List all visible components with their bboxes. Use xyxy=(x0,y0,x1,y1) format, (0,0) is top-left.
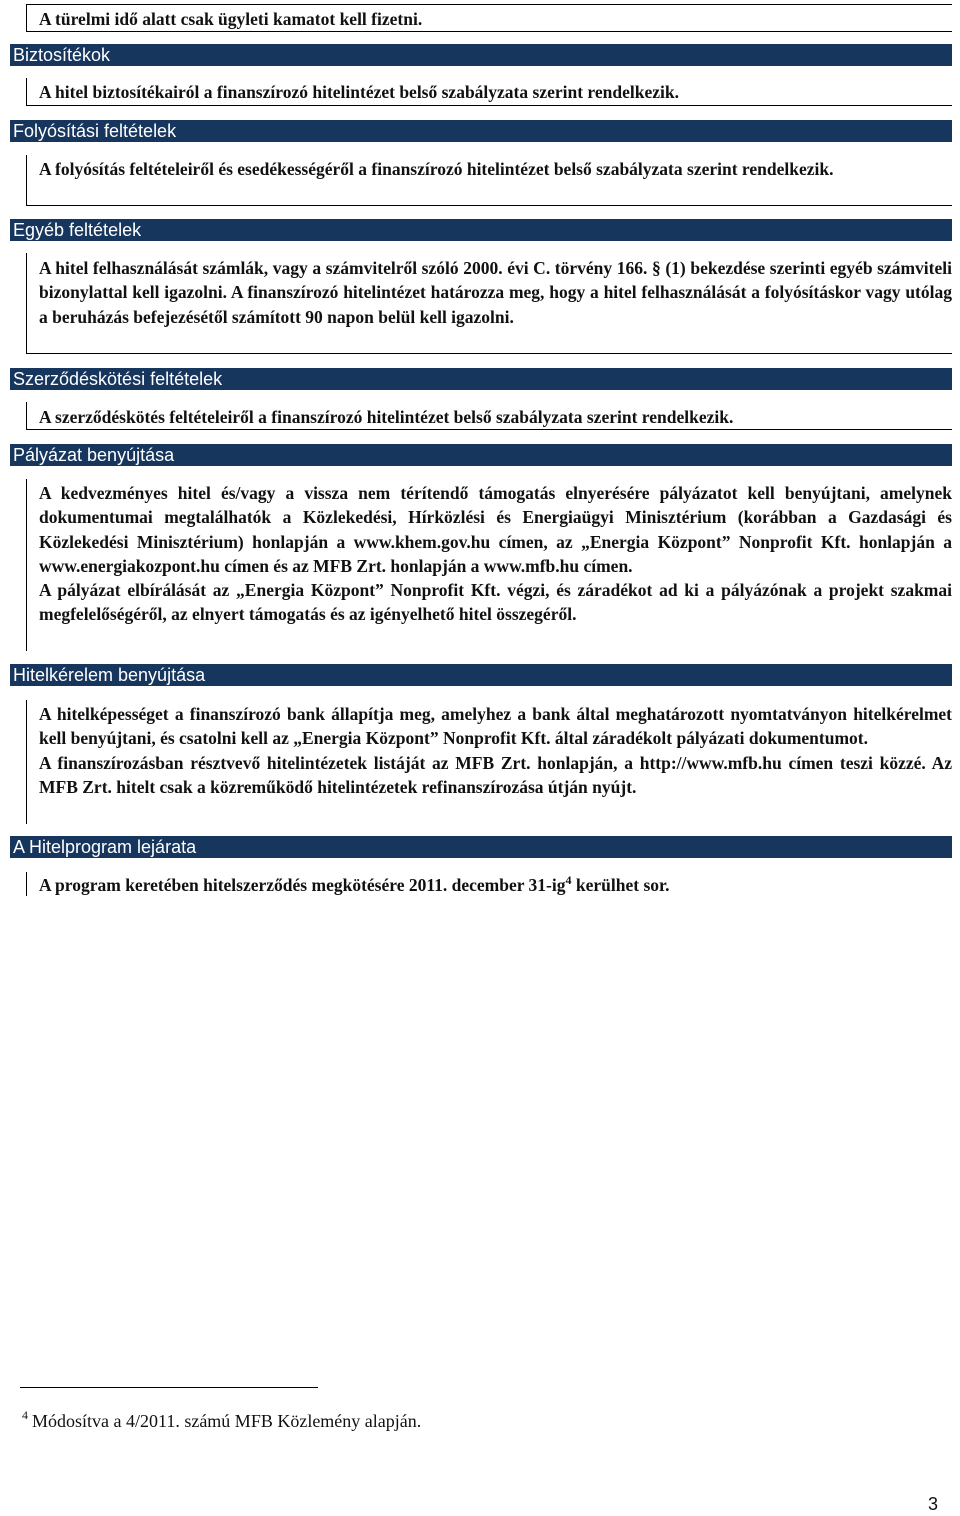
section-header-palyazat: Pályázat benyújtása xyxy=(10,444,952,466)
lejarat-text-main: A program keretében hitelszerződés megkötésére 2011. december 31-ig xyxy=(39,875,566,895)
hitelkerelem-block xyxy=(26,700,952,824)
page-number: 3 xyxy=(928,1494,939,1514)
szerzodeskotesi-text: A szerződéskötés feltételeiről a finanszírozó hitelintézet belső szabályzata szerint rendelkezik. xyxy=(39,407,734,427)
footnote-reference: 4 xyxy=(565,873,572,887)
footnote xyxy=(22,1408,421,1432)
hitelkerelem-text-1: A hitelképességet a finanszírozó bank állapítja meg, amelyhez a bank által meghatározott nyomtatványon hitelkérelmet kell benyújtani, és csatolni kell az „Energia Központ” Nonprofit Kft. által záradékolt pályázati dokumentumot. xyxy=(39,704,952,749)
footnote-text: Módosítva a 4/2011. számú MFB Közlemény alapján. xyxy=(32,1411,422,1431)
section-header-lejarat: A Hitelprogram lejárata xyxy=(10,836,952,858)
footnote-number: 4 xyxy=(22,1408,28,1422)
section-header-egyeb: Egyéb feltételek xyxy=(10,219,952,241)
biztositekok-text: A hitel biztosítékairól a finanszírozó hitelintézet belső szabályzata szerint rendelkezik. xyxy=(39,82,679,102)
biztositekok-block xyxy=(26,78,952,106)
palyazat-text-1: A kedvezményes hitel és/vagy a vissza nem térítendő támogatás elnyerésére pályázatot kell benyújtani, amelynek dokumentumai megtalálhatók a Közlekedési, Hírközlési és Energiaügyi Minisztérium (korábban a Gazdasági és Közlekedési Minisztérium) honlapján a www.khem.gov.hu címen, az „Energia Központ” Nonprofit Kft. honlapján a www.energiakozpont.hu címen és az MFB Zrt. honlapján a www.mfb.hu címen. xyxy=(39,483,952,576)
footnote-separator xyxy=(20,1387,318,1388)
hitelkerelem-text-2: A finanszírozásban résztvevő hitelintézetek listáját az MFB Zrt. honlapján, a http://www.mfb.hu címen teszi közzé. Az MFB Zrt. hitelt csak a közreműködő hitelintézetek refinanszírozása útján nyújt. xyxy=(39,752,952,797)
lejarat-text-end: kerülhet sor. xyxy=(571,875,670,895)
section-header-folyositasi: Folyósítási feltételek xyxy=(10,120,952,142)
folyositasi-block xyxy=(26,155,952,206)
palyazat-text-2: A pályázat elbírálását az „Energia Központ” Nonprofit Kft. végzi, és záradékot ad ki a pályázónak a projekt szakmai megfelelőségéről, az elnyert támogatás és az igényelhető hitel összegéről. xyxy=(39,580,952,625)
turelmi-ido-text: A türelmi idő alatt csak ügyleti kamatot kell fizetni. xyxy=(39,9,423,29)
lejarat-text xyxy=(39,873,952,897)
turelmi-ido-block xyxy=(26,4,952,32)
egyeb-block xyxy=(26,253,952,354)
section-header-szerzodeskotesi: Szerződéskötési feltételek xyxy=(10,368,952,390)
folyositasi-text: A folyósítás feltételeiről és esedékességéről a finanszírozó hitelintézet belső szabályzata szerint rendelkezik. xyxy=(39,159,834,179)
egyeb-text: A hitel felhasználását számlák, vagy a számvitelről szóló 2000. évi C. törvény 166. § (1) bekezdése szerinti egyéb számviteli bizonylattal kell igazolni. A finanszírozó hitelintézet határozza meg, hogy a hitel felhasználását a folyósításkor vagy utólag a beruházás befejezésétől számított 90 napon belül kell igazolni. xyxy=(39,258,952,327)
szerzodeskotesi-block xyxy=(26,402,952,430)
lejarat-block xyxy=(26,872,952,896)
section-header-hitelkerelem: Hitelkérelem benyújtása xyxy=(10,664,952,686)
section-header-biztositekok: Biztosítékok xyxy=(10,44,952,66)
palyazat-block xyxy=(26,479,952,651)
